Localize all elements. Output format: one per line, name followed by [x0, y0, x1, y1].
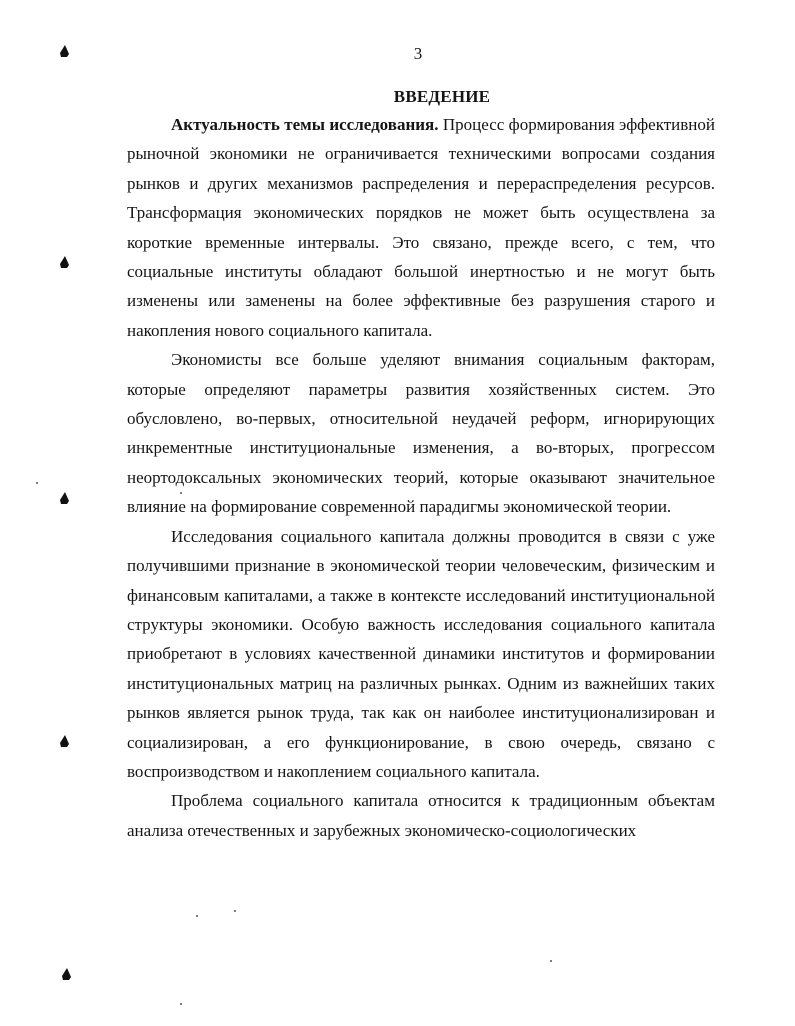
paragraph-2: [127, 345, 715, 521]
scan-speck: [180, 492, 182, 494]
page-number: 3: [413, 44, 423, 63]
paragraph-3-text: Исследования социального капитала должны проводится в связи с уже получившими признание в экономической теории человеческим, физическим и финансовым капиталами, а также в контексте исследований институциональной структуры экономики. Особую важность исследования социального капитала приобретают в условиях качественной динамики институтов и формировании институциональных матриц на различных рынках. Одним из важнейших таких рынков является рынок труда, так как он наиболее институционализирован и социализирован, а его функционирование, в свою очередь, связано с воспроизводством и накоплением социального капитала.: [127, 526, 715, 781]
paragraph-2-text: Экономисты все больше уделяют внимания социальным факторам, которые определяют параметры развития хозяйственных систем. Это обусловлено, во-первых, относительной неудачей реформ, игнорирующих инкрементные институциональные изменения, а во-вторых, прогрессом неортодоксальных экономических теорий, которые оказывают значительное влияние на формирование современной парадигмы экономической теории.: [127, 350, 715, 517]
body-text: [127, 110, 715, 845]
paragraph-4: [127, 786, 715, 845]
scan-speck: [196, 915, 198, 917]
scan-mark-icon: [60, 45, 70, 57]
section-heading: ВВЕДЕНИЕ: [393, 87, 491, 106]
paragraph-1-lead: Актуальность темы исследования.: [171, 115, 439, 134]
paragraph-4-text: Проблема социального капитала относится к традиционным объектам анализа отечественных и зарубежных экономическо-социологических: [127, 791, 715, 840]
paragraph-1: [127, 110, 715, 345]
scan-mark-icon: [60, 256, 70, 268]
scan-speck: [550, 960, 552, 962]
scan-speck: [180, 1003, 182, 1005]
paragraph-1-text: Процесс формирования эффективной рыночной экономики не ограничивается техническими вопросами создания рынков и других механизмов распределения и перераспределения ресурсов. Трансформация экономических порядков не может быть осуществлена за короткие временные интервалы. Это связано, прежде всего, с тем, что социальные институты обладают большой инертностью и не могут быть изменены или заменены на более эффективные без разрушения старого и накопления нового социального капитала.: [127, 115, 715, 340]
scan-mark-icon: [62, 968, 72, 980]
scan-mark-icon: [60, 492, 70, 504]
paragraph-3: [127, 522, 715, 787]
scan-speck: [36, 482, 38, 484]
scan-speck: [234, 910, 236, 912]
scan-mark-icon: [60, 735, 70, 747]
